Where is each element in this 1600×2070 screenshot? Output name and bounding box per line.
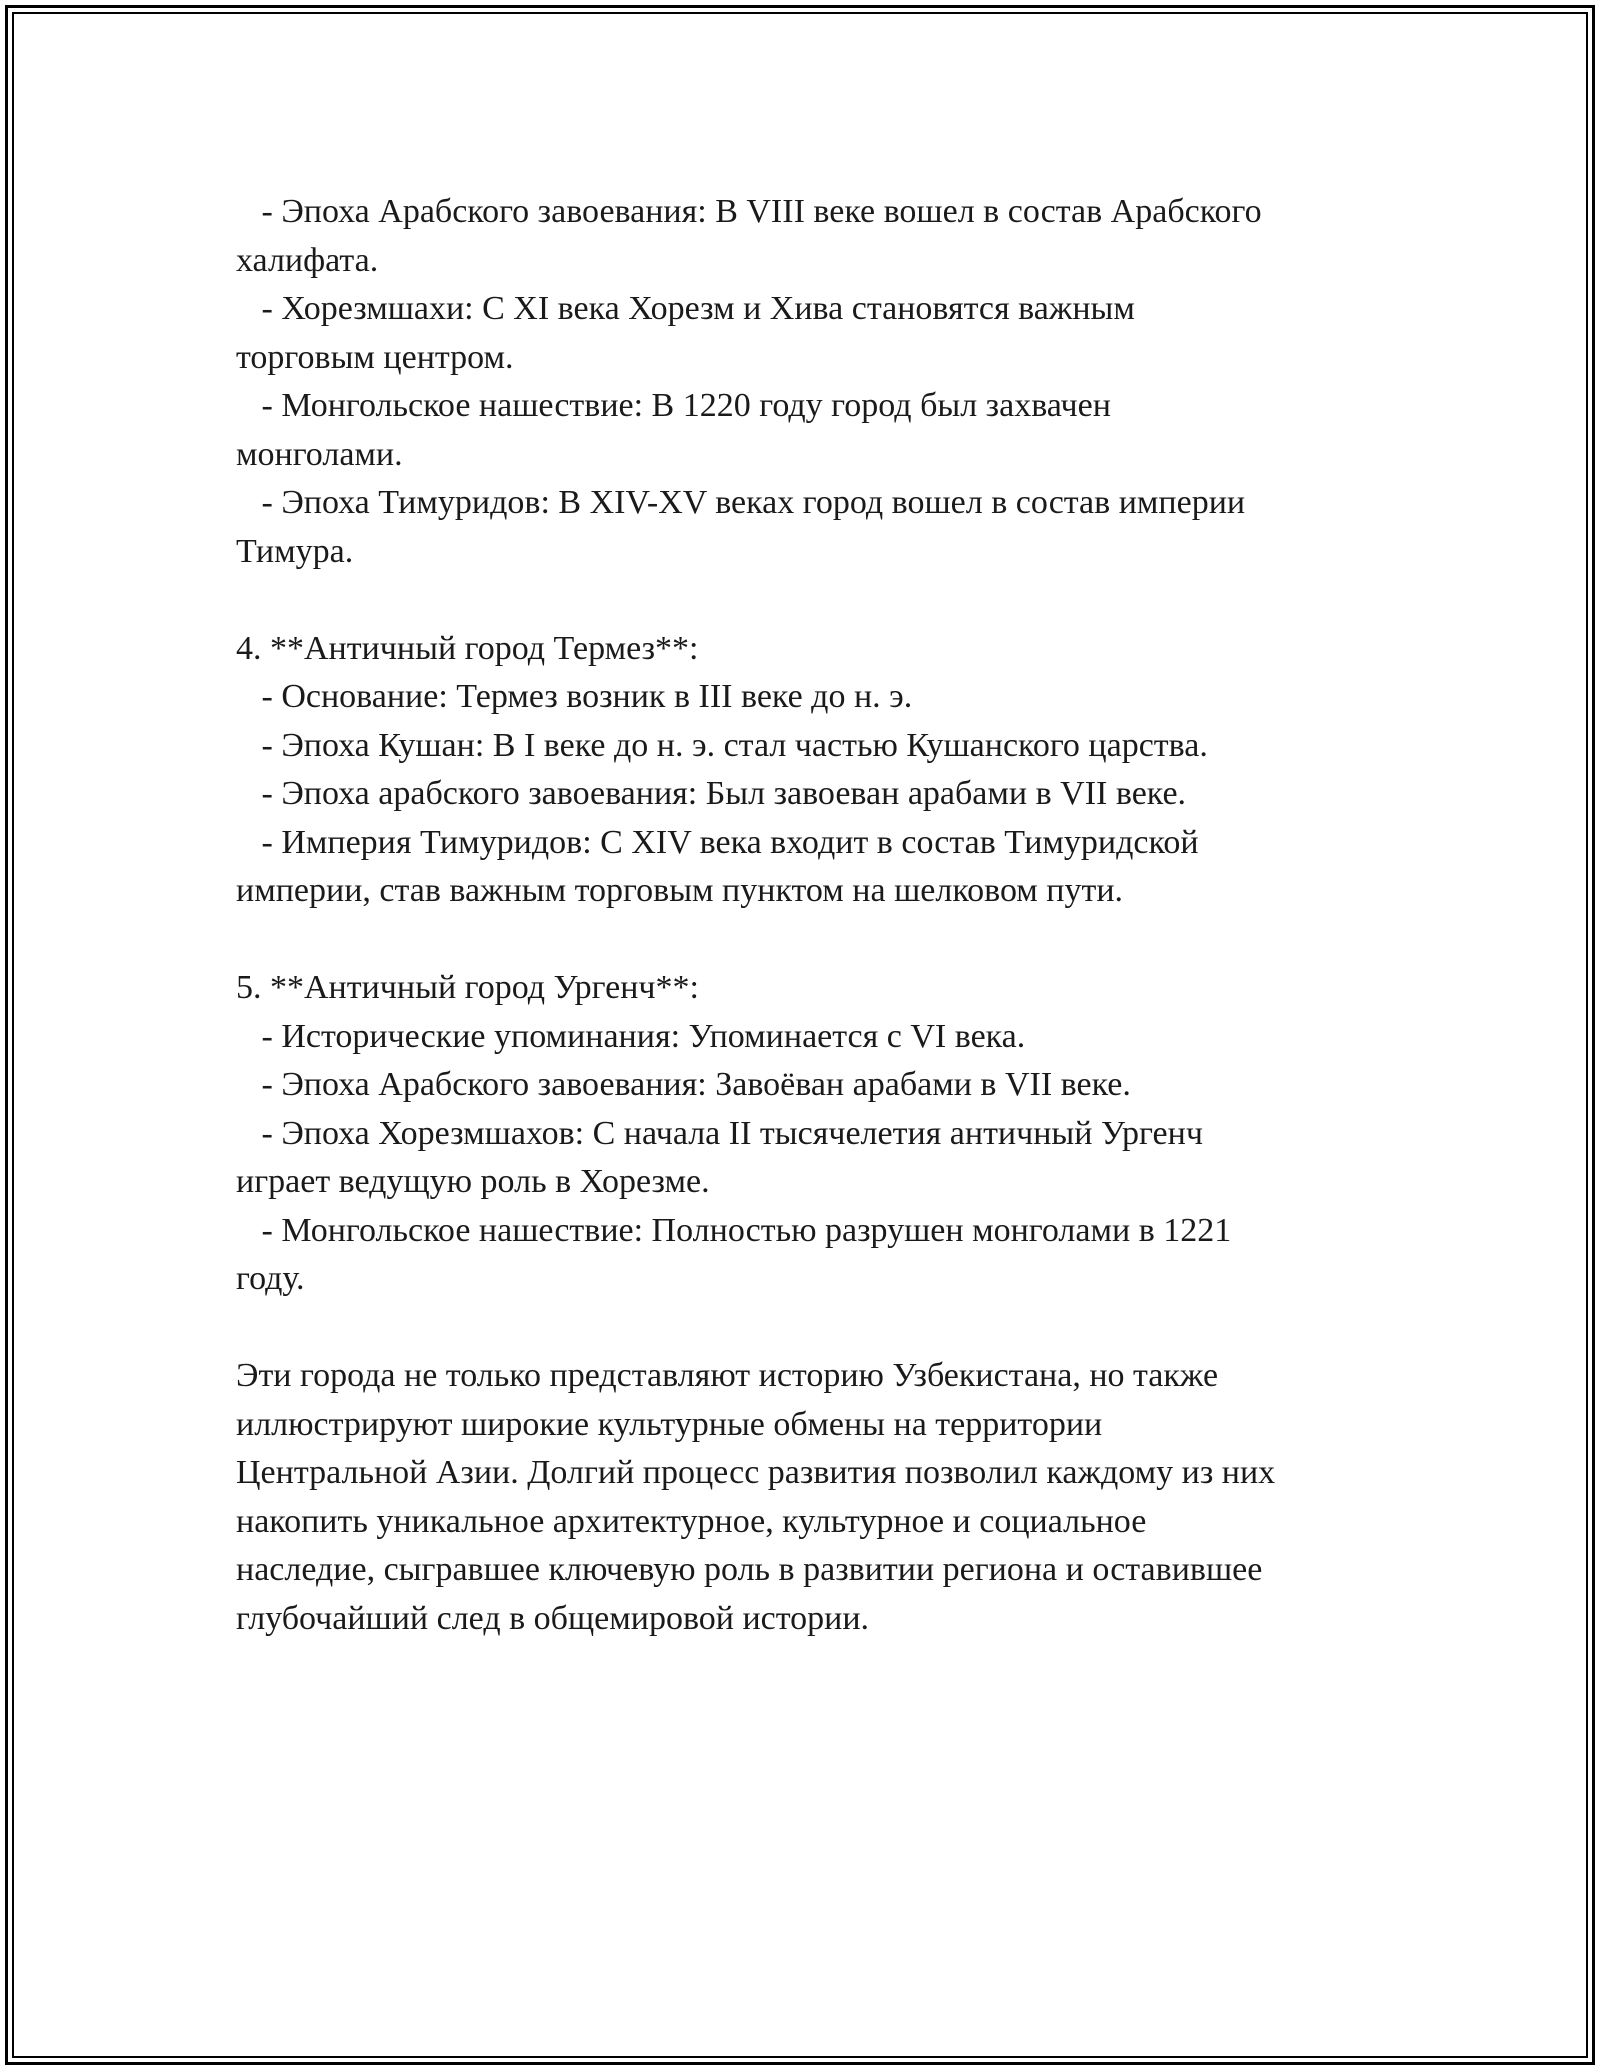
list-item-line: - Основание: Термез возник в III веке до н. э. — [236, 678, 913, 715]
paragraph-spacer — [236, 916, 1416, 965]
list-item-line: году. — [236, 1260, 305, 1297]
list-item-line: - Исторические упоминания: Упоминается с VI века. — [236, 1017, 1026, 1055]
section-4-termez — [236, 625, 1416, 916]
paragraph-line: наследие, сыгравшее ключевую роль в развитии региона и оставившее — [236, 1551, 1263, 1588]
section-heading: 5. **Античный город Ургенч**: — [236, 969, 699, 1006]
list-item-line: империи, став важным торговым пунктом на шелковом пути. — [236, 872, 1124, 909]
paragraph-line: Центральной Азии. Долгий процесс развития позволил каждому из них — [236, 1454, 1276, 1491]
paragraph-line: Эти города не только представляют историю Узбекистана, но также — [236, 1357, 1219, 1394]
conclusion-paragraph — [236, 1352, 1416, 1643]
list-item-line: Тимура. — [236, 532, 354, 570]
list-item-line: - Монгольское нашествие: В 1220 году город был захвачен — [236, 387, 1111, 424]
paragraph-line: глубочайший след в общемировой истории. — [236, 1599, 870, 1637]
list-item-line: - Эпоха Хорезмшахов: С начала II тысячелетия античный Ургенч — [236, 1114, 1203, 1152]
list-item-line: монголами. — [236, 435, 403, 473]
paragraph-spacer — [236, 1304, 1416, 1353]
paragraph-spacer — [236, 576, 1416, 625]
list-item-line: - Монгольское нашествие: Полностью разрушен монголами в 1221 — [236, 1211, 1232, 1249]
list-item-line: - Эпоха Арабского завоевания: Завоёван арабами в VII веке. — [236, 1066, 1131, 1103]
document-body — [236, 188, 1416, 1643]
paragraph-line: иллюстрируют широкие культурные обмены на территории — [236, 1405, 1103, 1443]
section-3-list — [236, 188, 1416, 576]
list-item-line: - Эпоха Тимуридов: В XIV-XV веках город вошел в состав империи — [236, 484, 1246, 521]
list-item-line: - Империя Тимуридов: С XIV века входит в состав Тимуридской — [236, 823, 1199, 861]
list-item-line: - Эпоха Кушан: В I веке до н. э. стал частью Кушанского царства. — [236, 726, 1208, 764]
list-item-line: играет ведущую роль в Хорезме. — [236, 1163, 710, 1200]
list-item-line: - Эпоха арабского завоевания: Был завоеван арабами в VII веке. — [236, 775, 1187, 812]
section-5-urgench — [236, 964, 1416, 1304]
list-item-line: торговым центром. — [236, 338, 514, 376]
paragraph-line: накопить уникальное архитектурное, культурное и социальное — [236, 1502, 1147, 1540]
section-heading: 4. **Античный город Термез**: — [236, 629, 699, 667]
list-item-line: - Хорезмшахи: С XI века Хорезм и Хива становятся важным — [236, 290, 1135, 327]
list-item-line: халифата. — [236, 241, 379, 279]
list-item-line: - Эпоха Арабского завоевания: В VIII веке вошел в состав Арабского — [236, 193, 1262, 230]
